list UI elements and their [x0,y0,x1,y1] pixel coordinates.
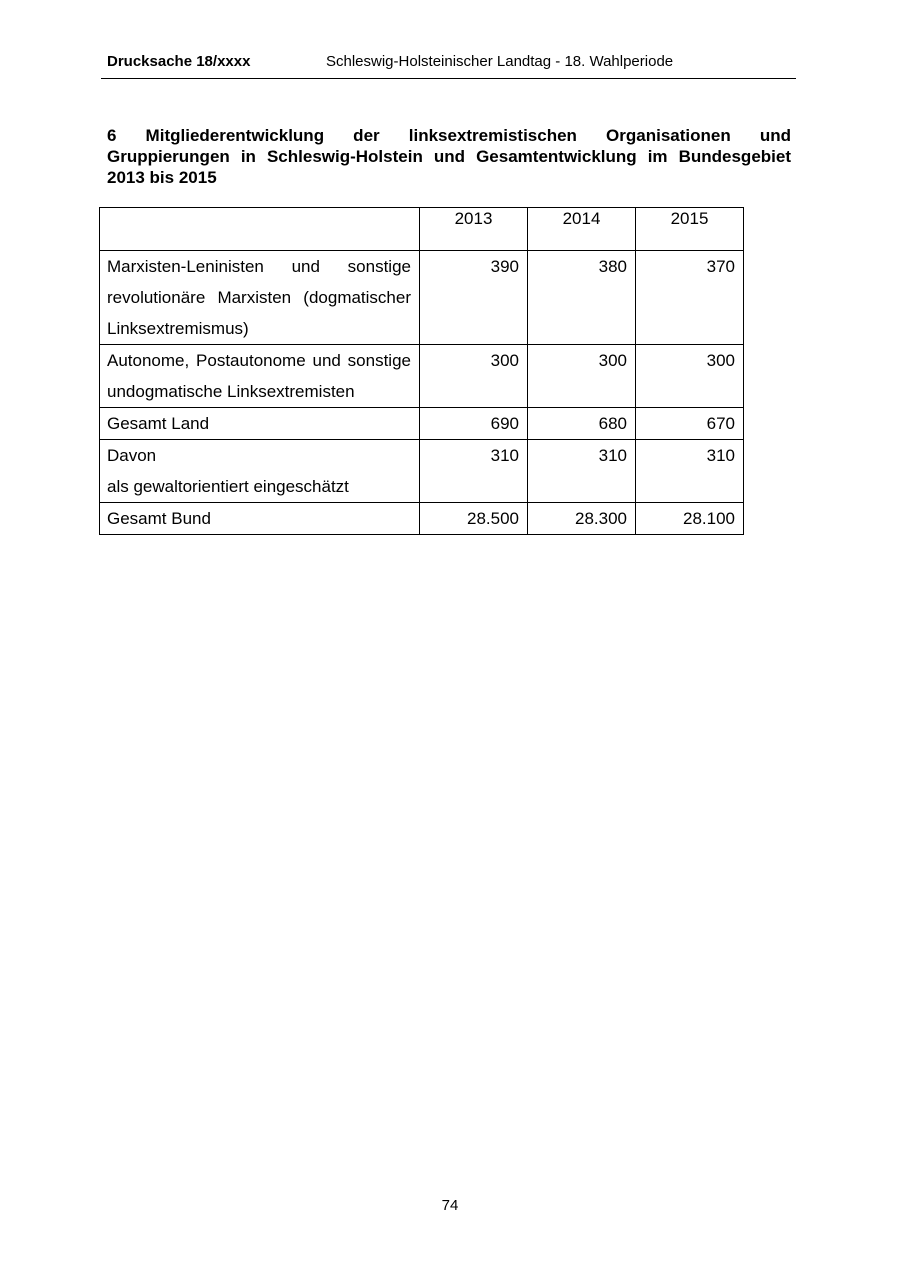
cell-value: 370 [636,251,744,345]
row-label: Gesamt Bund [100,503,420,535]
page-header [101,52,796,79]
document-number: Drucksache 18/xxxx [107,53,251,70]
table-row [100,345,744,408]
row-label: Marxisten-Leninisten und sonstige revolutionäre Marxisten (dogmatischer Linksextremismus) [100,251,420,345]
table-header-cell [528,208,636,251]
cell-value: 28.100 [636,503,744,535]
table-header-cell [420,208,528,251]
table-row [100,440,744,503]
membership-table [99,207,744,535]
row-label-line: Davon [107,446,157,465]
year-2015-label: 2015 [670,209,709,228]
header-title: Schleswig-Holsteinischer Landtag - 18. Wahlperiode [326,53,674,70]
cell-value: 300 [420,345,528,408]
cell-value: 380 [528,251,636,345]
year-2013-label: 2013 [454,209,493,228]
cell-value: 310 [528,440,636,503]
table-row [100,251,744,345]
table-header-row [100,208,744,251]
cell-value: 300 [528,345,636,408]
cell-value: 300 [636,345,744,408]
cell-value: 310 [636,440,744,503]
table-row [100,408,744,440]
row-label: Autonome, Postautonome und sonstige undogmatische Linksextremisten [100,345,420,408]
cell-value: 28.300 [528,503,636,535]
row-label: Gesamt Land [100,408,420,440]
cell-value: 690 [420,408,528,440]
row-label-line: als gewaltorientiert eingeschätzt [107,477,349,496]
cell-value: 390 [420,251,528,345]
table-header-cell [636,208,744,251]
cell-value: 28.500 [420,503,528,535]
year-2014-label: 2014 [562,209,601,228]
cell-value: 670 [636,408,744,440]
section-heading: 6 Mitgliederentwicklung der linksextremistischen Organisationen und Gruppierungen in Schleswig-Holstein und Gesamtentwicklung im Bundesgebiet 2013 bis 2015 [107,126,791,187]
table-header-empty-cell [100,208,420,251]
table-row [100,503,744,535]
cell-value: 680 [528,408,636,440]
row-label [100,440,420,503]
page-number: 74 [441,1197,459,1214]
cell-value: 310 [420,440,528,503]
